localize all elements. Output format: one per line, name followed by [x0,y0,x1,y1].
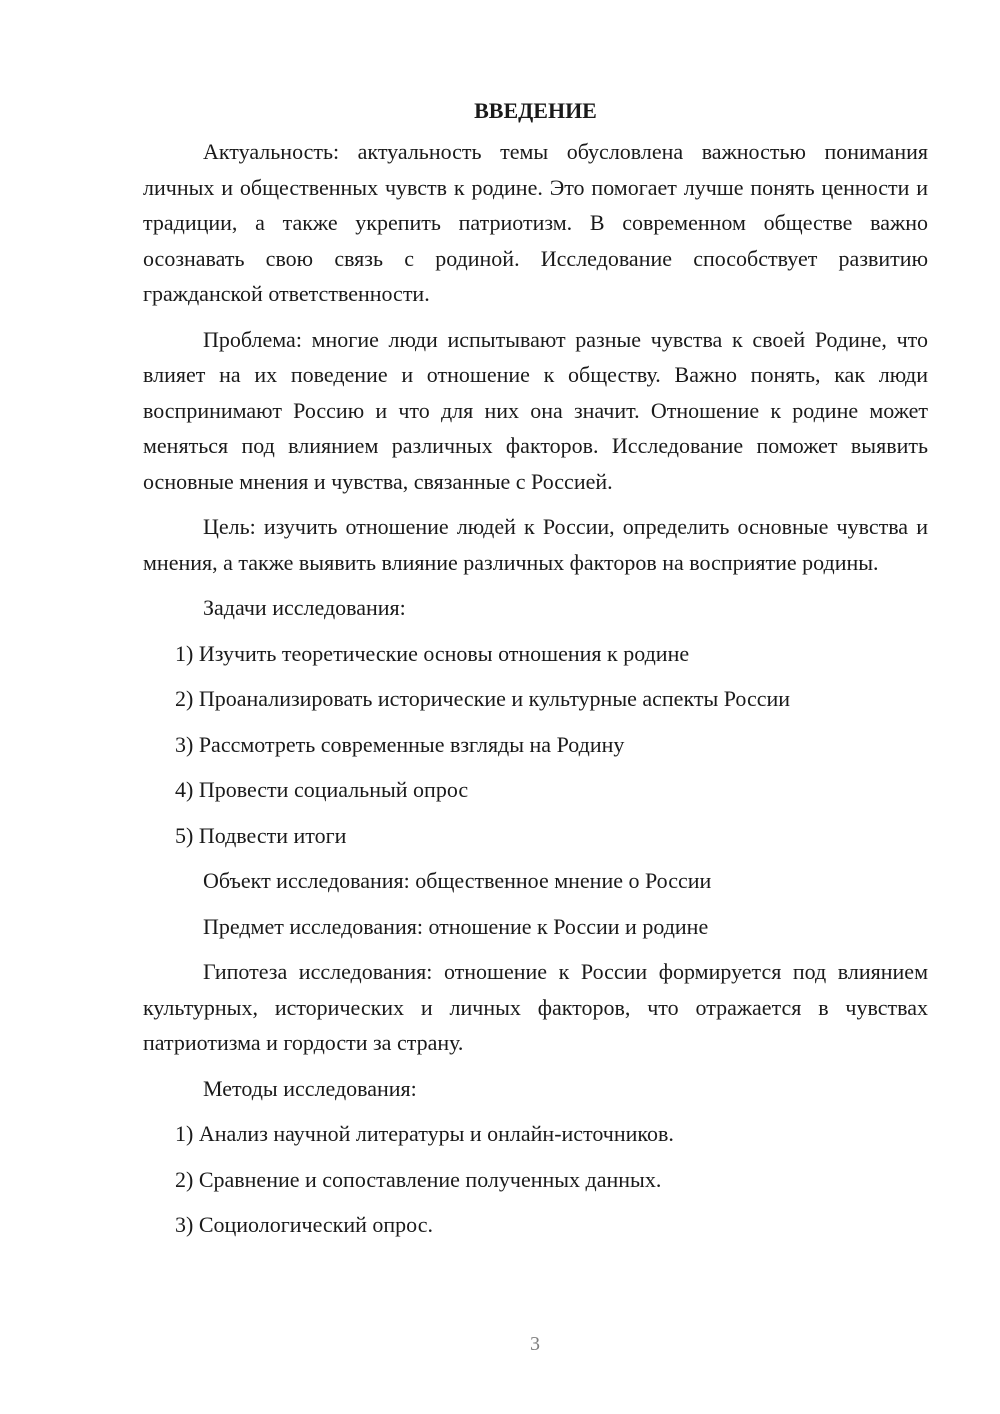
page-content [143,92,928,1253]
method-item: 2) Сравнение и сопоставление полученных данных. [175,1166,662,1192]
task-item: 1) Изучить теоретические основы отношения к родине [175,640,690,666]
task-item: 4) Провести социальный опрос [175,777,469,802]
task-item: 5) Подвести итоги [175,822,347,848]
research-subject: Предмет исследования: отношение к России и родине [203,913,709,939]
research-object: Объект исследования: общественное мнение о России [203,868,712,893]
section-title: ВВЕДЕНИЕ [474,98,597,123]
task-item: 3) Рассмотреть современные взгляды на Родину [175,731,625,757]
page-number: 3 [530,1333,540,1355]
methods-heading: Методы исследования: [203,1075,417,1101]
relevance-paragraph: Актуальность: актуальность темы обусловлена важностью понимания личных и общественных чувств к родине. Это помогает лучше понять ценности и традиции, а также укрепить патриотизм. В современном обществе важно осознавать свою связь с родиной. Исследование способствует развитию гражданской ответственности. [143,139,928,306]
hypothesis-paragraph: Гипотеза исследования: отношение к России формируется под влиянием культурных, исторических и личных факторов, что отражается в чувствах патриотизма и гордости за страну. [143,959,928,1055]
task-item: 2) Проанализировать исторические и культурные аспекты России [175,686,791,711]
tasks-list [143,636,928,854]
problem-paragraph: Проблема: многие люди испытывают разные чувства к своей Родине, что влияет на их поведение и отношение к обществу. Важно понять, как люди воспринимают Россию и что для них она значит. Отношение к родине может меняться под влиянием различных факторов. Исследование поможет выявить основные мнения и чувства, связанные с Россией. [143,326,928,494]
method-item: 3) Социологический опрос. [175,1212,433,1237]
tasks-heading: Задачи исследования: [203,595,406,620]
method-item: 1) Анализ научной литературы и онлайн-источников. [175,1121,674,1146]
methods-list [143,1116,928,1243]
goal-paragraph: Цель: изучить отношение людей к России, определить основные чувства и мнения, а также выявить влияние различных факторов на восприятие родины. [143,514,928,575]
